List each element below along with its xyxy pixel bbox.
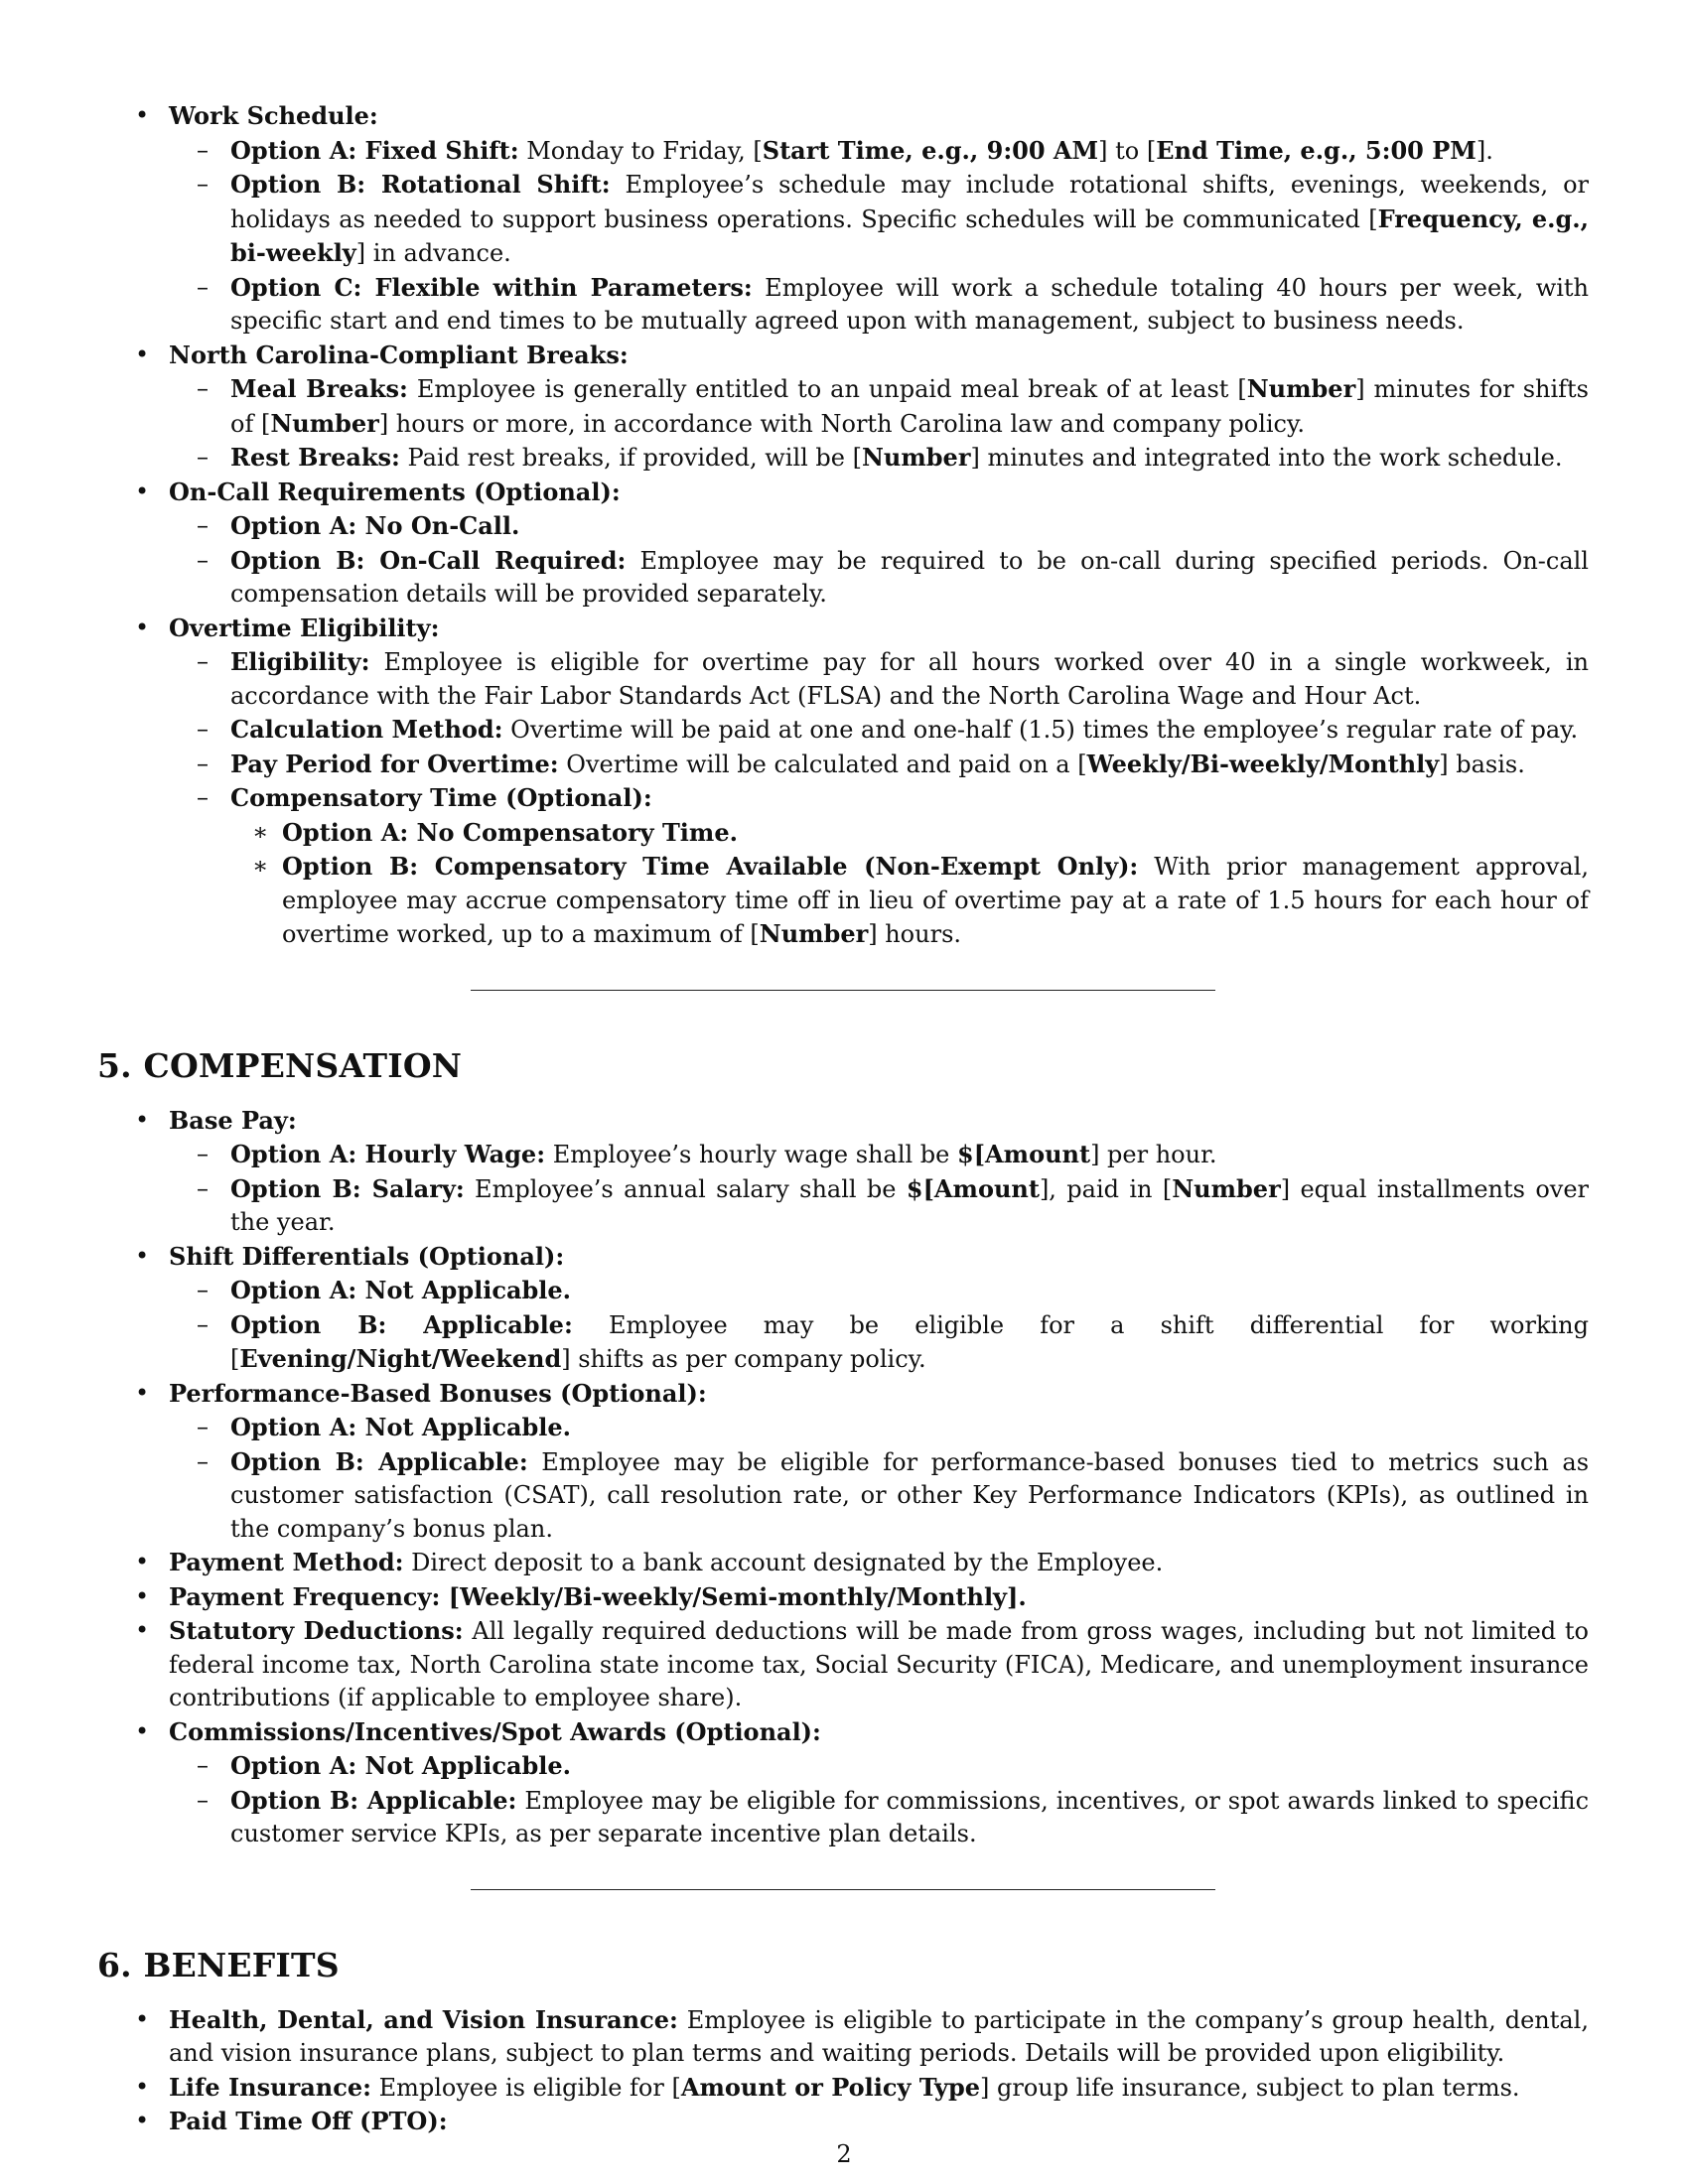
option-label: Pay Period for Overtime: bbox=[230, 749, 559, 778]
item-label: Payment Method: bbox=[169, 1548, 404, 1576]
option-label: Meal Breaks: bbox=[230, 374, 408, 403]
option-text: ] per hour. bbox=[1090, 1141, 1217, 1168]
placeholder-field: Number bbox=[759, 919, 869, 948]
item-text: Direct deposit to a bank account designated by the Employee. bbox=[403, 1549, 1164, 1576]
option-label: Option A: Not Applicable. bbox=[230, 1413, 572, 1441]
work-schedule-option-c bbox=[169, 271, 1589, 339]
option-label: Option A: Fixed Shift: bbox=[230, 135, 519, 165]
placeholder-field: Number bbox=[861, 443, 971, 472]
item-text: Employee is eligible to participate in the company’s group health, dental, and vision insurance plans, subject to plan terms and waiting periods. Details will be provided upon eligibility. bbox=[169, 2005, 1589, 2067]
bonuses-heading: Performance-Based Bonuses (Optional): bbox=[169, 1378, 707, 1408]
base-pay-option-a bbox=[169, 1138, 1589, 1172]
commissions-heading: Commissions/Incentives/Spot Awards (Optional): bbox=[169, 1716, 821, 1746]
item-text: Employee is eligible for [ bbox=[370, 2073, 681, 2102]
option-label: Option A: Not Applicable. bbox=[230, 1276, 572, 1304]
option-label: Compensatory Time (Optional): bbox=[230, 783, 652, 812]
option-text: Employee’s annual salary shall be bbox=[464, 1174, 907, 1203]
option-label: Option B: On-Call Required: bbox=[230, 545, 627, 575]
breaks-item bbox=[97, 339, 1589, 476]
option-text: Employee is eligible for overtime pay for all hours worked over 40 in a single workweek, in accordance with the Fair Labor Standards Act (FLSA) and the North Carolina Wage and Hour Act. bbox=[230, 648, 1589, 710]
shift-differentials-heading: Shift Differentials (Optional): bbox=[169, 1241, 565, 1271]
shift-option-a bbox=[169, 1274, 1589, 1308]
oncall-option-a bbox=[169, 509, 1589, 544]
base-pay-option-b bbox=[169, 1172, 1589, 1240]
overtime-eligibility bbox=[169, 645, 1589, 713]
option-text: Employee may be eligible for a shift differential for working [ bbox=[230, 1310, 1589, 1373]
base-pay-item bbox=[97, 1104, 1589, 1240]
rest-breaks bbox=[169, 441, 1589, 476]
overtime-item bbox=[97, 612, 1589, 952]
work-schedule-item bbox=[97, 99, 1589, 339]
base-pay-options bbox=[169, 1138, 1589, 1240]
payment-method-item bbox=[97, 1546, 1589, 1580]
overtime-calculation bbox=[169, 713, 1589, 748]
item-label: Paid Time Off (PTO): bbox=[169, 2107, 448, 2135]
compensatory-time bbox=[169, 781, 1589, 952]
oncall-heading: On-Call Requirements (Optional): bbox=[169, 477, 621, 506]
option-text: ], paid in [ bbox=[1039, 1174, 1173, 1203]
option-text: ] minutes and integrated into the work schedule. bbox=[970, 444, 1563, 472]
oncall-option-b bbox=[169, 544, 1589, 612]
commissions-option-b bbox=[169, 1784, 1589, 1851]
health-insurance-item bbox=[97, 2003, 1589, 2071]
option-label: Option A: No On-Call. bbox=[230, 511, 520, 540]
item-label: Statutory Deductions: bbox=[169, 1616, 464, 1645]
option-text: ] equal installments over the year. bbox=[230, 1174, 1590, 1236]
option-text: Paid rest breaks, if provided, will be [ bbox=[399, 444, 862, 472]
overtime-pay-period bbox=[169, 748, 1589, 782]
placeholder-field: Weekly/Bi-weekly/Semi-monthly/Monthly bbox=[460, 1581, 1007, 1611]
option-text: ] basis. bbox=[1439, 750, 1525, 778]
option-label: Option B: Applicable: bbox=[230, 1446, 528, 1476]
placeholder-field: Weekly/Bi-weekly/Monthly bbox=[1086, 749, 1440, 778]
item-label: Payment Frequency: bbox=[169, 1581, 441, 1611]
commissions-item bbox=[97, 1715, 1589, 1851]
section-6-list bbox=[97, 2003, 1589, 2139]
placeholder-field: Number bbox=[270, 408, 379, 438]
option-label: Rest Breaks: bbox=[230, 443, 400, 472]
work-schedule-options bbox=[169, 134, 1589, 339]
item-text: ]. bbox=[1007, 1581, 1027, 1611]
option-text: Monday to Friday, [ bbox=[518, 136, 763, 165]
placeholder-field: Frequency, e.g., bi-weekly bbox=[230, 204, 1589, 267]
shift-option-b bbox=[169, 1308, 1589, 1377]
option-text: Employee may be eligible for performance-based bonuses tied to metrics such as customer satisfaction (CSAT), call resolution rate, or other Key Performance Indicators (KPIs), as outlined in the company’s bonus plan. bbox=[230, 1447, 1590, 1543]
option-text: ] minutes for shifts of [ bbox=[230, 375, 1590, 438]
placeholder-field: Number bbox=[1246, 374, 1356, 403]
page-number: 2 bbox=[836, 2140, 852, 2168]
option-text: Employee’s schedule may include rotational shifts, evenings, weekends, or holidays as needed to support business operations. Specific schedules will be communicated [ bbox=[230, 171, 1589, 233]
option-label: Option B: Applicable: bbox=[230, 1785, 517, 1815]
placeholder-field: Start Time, e.g., 9:00 AM bbox=[762, 135, 1099, 165]
comp-option-a bbox=[230, 816, 1589, 851]
placeholder-field: Amount or Policy Type bbox=[680, 2072, 980, 2102]
option-label: Option C: Flexible within Parameters: bbox=[230, 272, 753, 302]
item-text: All legally required deductions will be made from gross wages, including but not limited to federal income tax, North Carolina state income tax, Social Security (FICA), Medicare, and unemployment insurance contributions (if applicable to employee share). bbox=[169, 1617, 1590, 1711]
item-text: ] group life insurance, subject to plan terms. bbox=[980, 2073, 1520, 2102]
item-text: [ bbox=[440, 1581, 461, 1611]
placeholder-field: Number bbox=[1172, 1173, 1281, 1203]
compensatory-options bbox=[230, 816, 1589, 952]
bonus-option-b bbox=[169, 1445, 1589, 1547]
base-pay-heading: Base Pay: bbox=[169, 1105, 297, 1135]
bonus-option-a bbox=[169, 1411, 1589, 1445]
meal-breaks bbox=[169, 372, 1589, 441]
option-text: Employee is generally entitled to an unpaid meal break of at least [ bbox=[407, 375, 1247, 403]
option-text: Employee’s hourly wage shall be bbox=[545, 1141, 957, 1168]
placeholder-field: $[Amount bbox=[957, 1140, 1091, 1168]
section-6-title: 6. BENEFITS bbox=[97, 1945, 340, 1984]
oncall-item bbox=[97, 476, 1589, 612]
breaks-options bbox=[169, 372, 1589, 476]
placeholder-field: End Time, e.g., 5:00 PM bbox=[1156, 135, 1477, 165]
shift-differentials-item bbox=[97, 1240, 1589, 1377]
option-text: ] to [ bbox=[1098, 136, 1157, 165]
work-schedule-heading: Work Schedule: bbox=[169, 101, 378, 130]
pto-item bbox=[97, 2105, 1589, 2139]
oncall-options bbox=[169, 509, 1589, 612]
work-schedule-option-b bbox=[169, 168, 1589, 271]
option-text: Employee may be eligible for commissions, incentives, or spot awards linked to specific customer service KPIs, as per separate incentive plan details. bbox=[230, 1786, 1590, 1847]
option-label: Option B: Compensatory Time Available (Non-Exempt Only): bbox=[282, 852, 1139, 881]
payment-frequency-item bbox=[97, 1580, 1589, 1615]
option-text: ] shifts as per company policy. bbox=[561, 1345, 926, 1373]
comp-option-b bbox=[230, 850, 1589, 952]
option-label: Option A: No Compensatory Time. bbox=[282, 817, 738, 847]
option-text: ]. bbox=[1476, 136, 1493, 165]
commissions-options bbox=[169, 1749, 1589, 1851]
item-label: Life Insurance: bbox=[169, 2072, 371, 2102]
section-4-list bbox=[97, 99, 1589, 952]
placeholder-field: Evening/Night/Weekend bbox=[239, 1344, 562, 1373]
item-label: Health, Dental, and Vision Insurance: bbox=[169, 2004, 678, 2034]
option-label: Option B: Applicable: bbox=[230, 1309, 573, 1339]
section-divider bbox=[471, 1889, 1215, 1890]
option-label: Option B: Salary: bbox=[230, 1173, 465, 1203]
section-5-title: 5. COMPENSATION bbox=[97, 1045, 463, 1085]
option-label: Option A: Not Applicable. bbox=[230, 1751, 572, 1780]
work-schedule-option-a bbox=[169, 134, 1589, 169]
shift-differentials-options bbox=[169, 1274, 1589, 1377]
option-text: Overtime will be paid at one and one-half (1.5) times the employee’s regular rate of pay. bbox=[502, 716, 1579, 744]
option-text: With prior management approval, employee may accrue compensatory time off in lieu of overtime pay at a rate of 1.5 hours for each hour of overtime worked, up to a maximum of [ bbox=[282, 853, 1589, 948]
section-divider bbox=[471, 990, 1215, 991]
option-text: ] in advance. bbox=[355, 239, 511, 267]
overtime-heading: Overtime Eligibility: bbox=[169, 613, 440, 642]
bonuses-options bbox=[169, 1411, 1589, 1546]
option-text: ] hours. bbox=[868, 920, 962, 948]
life-insurance-item bbox=[97, 2071, 1589, 2106]
document-body bbox=[97, 99, 1589, 2139]
option-text: ] hours or more, in accordance with North Carolina law and company policy. bbox=[378, 409, 1305, 438]
breaks-heading: North Carolina-Compliant Breaks: bbox=[169, 340, 629, 369]
option-label: Option A: Hourly Wage: bbox=[230, 1140, 546, 1168]
option-label: Option B: Rotational Shift: bbox=[230, 170, 611, 199]
option-text: Overtime will be calculated and paid on a [ bbox=[558, 750, 1087, 778]
statutory-deductions-item bbox=[97, 1614, 1589, 1715]
option-text: Employee may be required to be on-call during specified periods. On-call compensation details will be provided separately. bbox=[230, 546, 1589, 608]
section-5-list bbox=[97, 1104, 1589, 1851]
bonuses-item bbox=[97, 1377, 1589, 1547]
overtime-options bbox=[169, 645, 1589, 952]
option-label: Calculation Method: bbox=[230, 715, 503, 744]
option-label: Eligibility: bbox=[230, 647, 370, 676]
placeholder-field: $[Amount bbox=[906, 1173, 1040, 1203]
commissions-option-a bbox=[169, 1749, 1589, 1784]
option-text: Employee will work a schedule totaling 40 hours per week, with specific start and end times to be mutually agreed upon with management, subject to business needs. bbox=[230, 273, 1590, 335]
